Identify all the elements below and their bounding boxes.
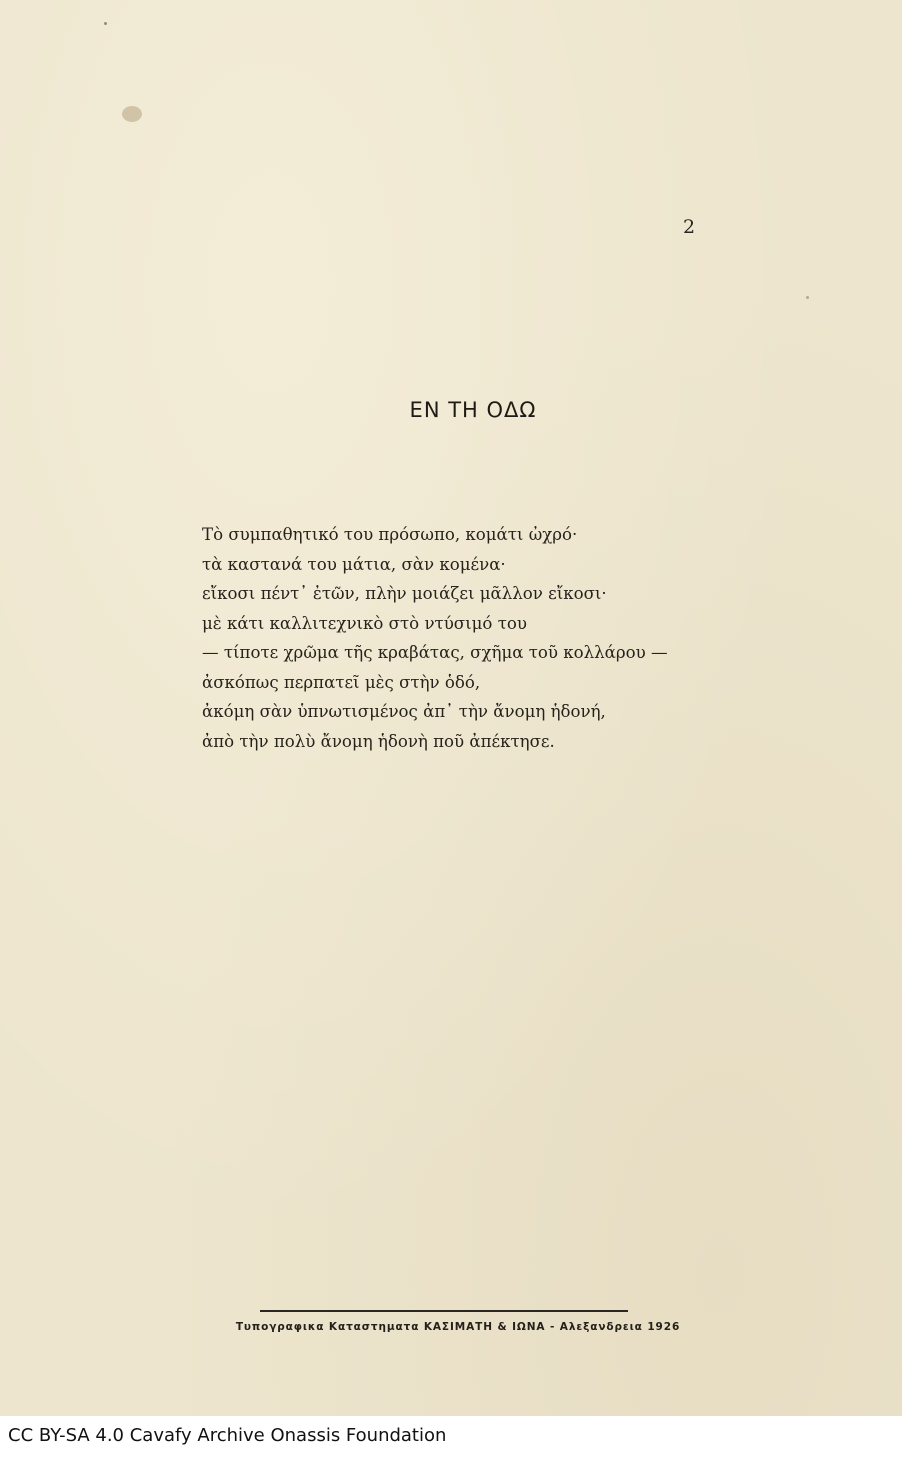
poem-line: μὲ κάτι καλλιτεχνικὸ στὸ ντύσιμό του xyxy=(202,613,527,633)
paper-speck xyxy=(104,22,107,25)
poem-line: — τίποτε χρῶμα τῆς κραβάτας, σχῆμα τοῦ κολλάρου — xyxy=(202,643,668,662)
poem-title-text: ΕΝ ΤΗ ΟΔΩ xyxy=(409,398,537,422)
paper-stain xyxy=(122,106,142,122)
paper-speck xyxy=(806,296,809,299)
colophon xyxy=(0,1321,902,1333)
poem-body xyxy=(202,520,668,756)
poem-line: ἀπὸ τὴν πολὺ ἄνομη ἡδονὴ ποῦ ἀπέκτησε. xyxy=(202,731,555,751)
poem-line: εἴκοσι πέντ᾿ ἐτῶν, πλὴν μοιάζει μᾶλλον εἴκοσι· xyxy=(202,584,607,603)
poem-line: ἀσκόπως περπατεῖ μὲς στὴν ὁδό, xyxy=(202,672,481,692)
poem-title xyxy=(0,398,902,422)
license-credit: CC BY-SA 4.0 Cavafy Archive Onassis Foundation xyxy=(8,1425,447,1446)
poem-line: ἀκόμη σὰν ὑπνωτισμένος ἀπ᾿ τὴν ἄνομη ἡδονή, xyxy=(202,702,606,721)
colophon-divider xyxy=(260,1310,628,1312)
poem-line: Τὸ συμπαθητικό του πρόσωπο, κομάτι ὠχρό· xyxy=(202,525,578,544)
footer-bar xyxy=(0,1416,902,1458)
colophon-text: Τυπογραφικα Καταστηματα ΚΑΣΙΜΑΤΗ & ΙΩΝΑ - Αλεξανδρεια 1926 xyxy=(235,1321,681,1333)
poem-line: τὰ καστανά του μάτια, σὰν κομένα· xyxy=(202,554,506,574)
page-number: 2 xyxy=(683,216,696,238)
